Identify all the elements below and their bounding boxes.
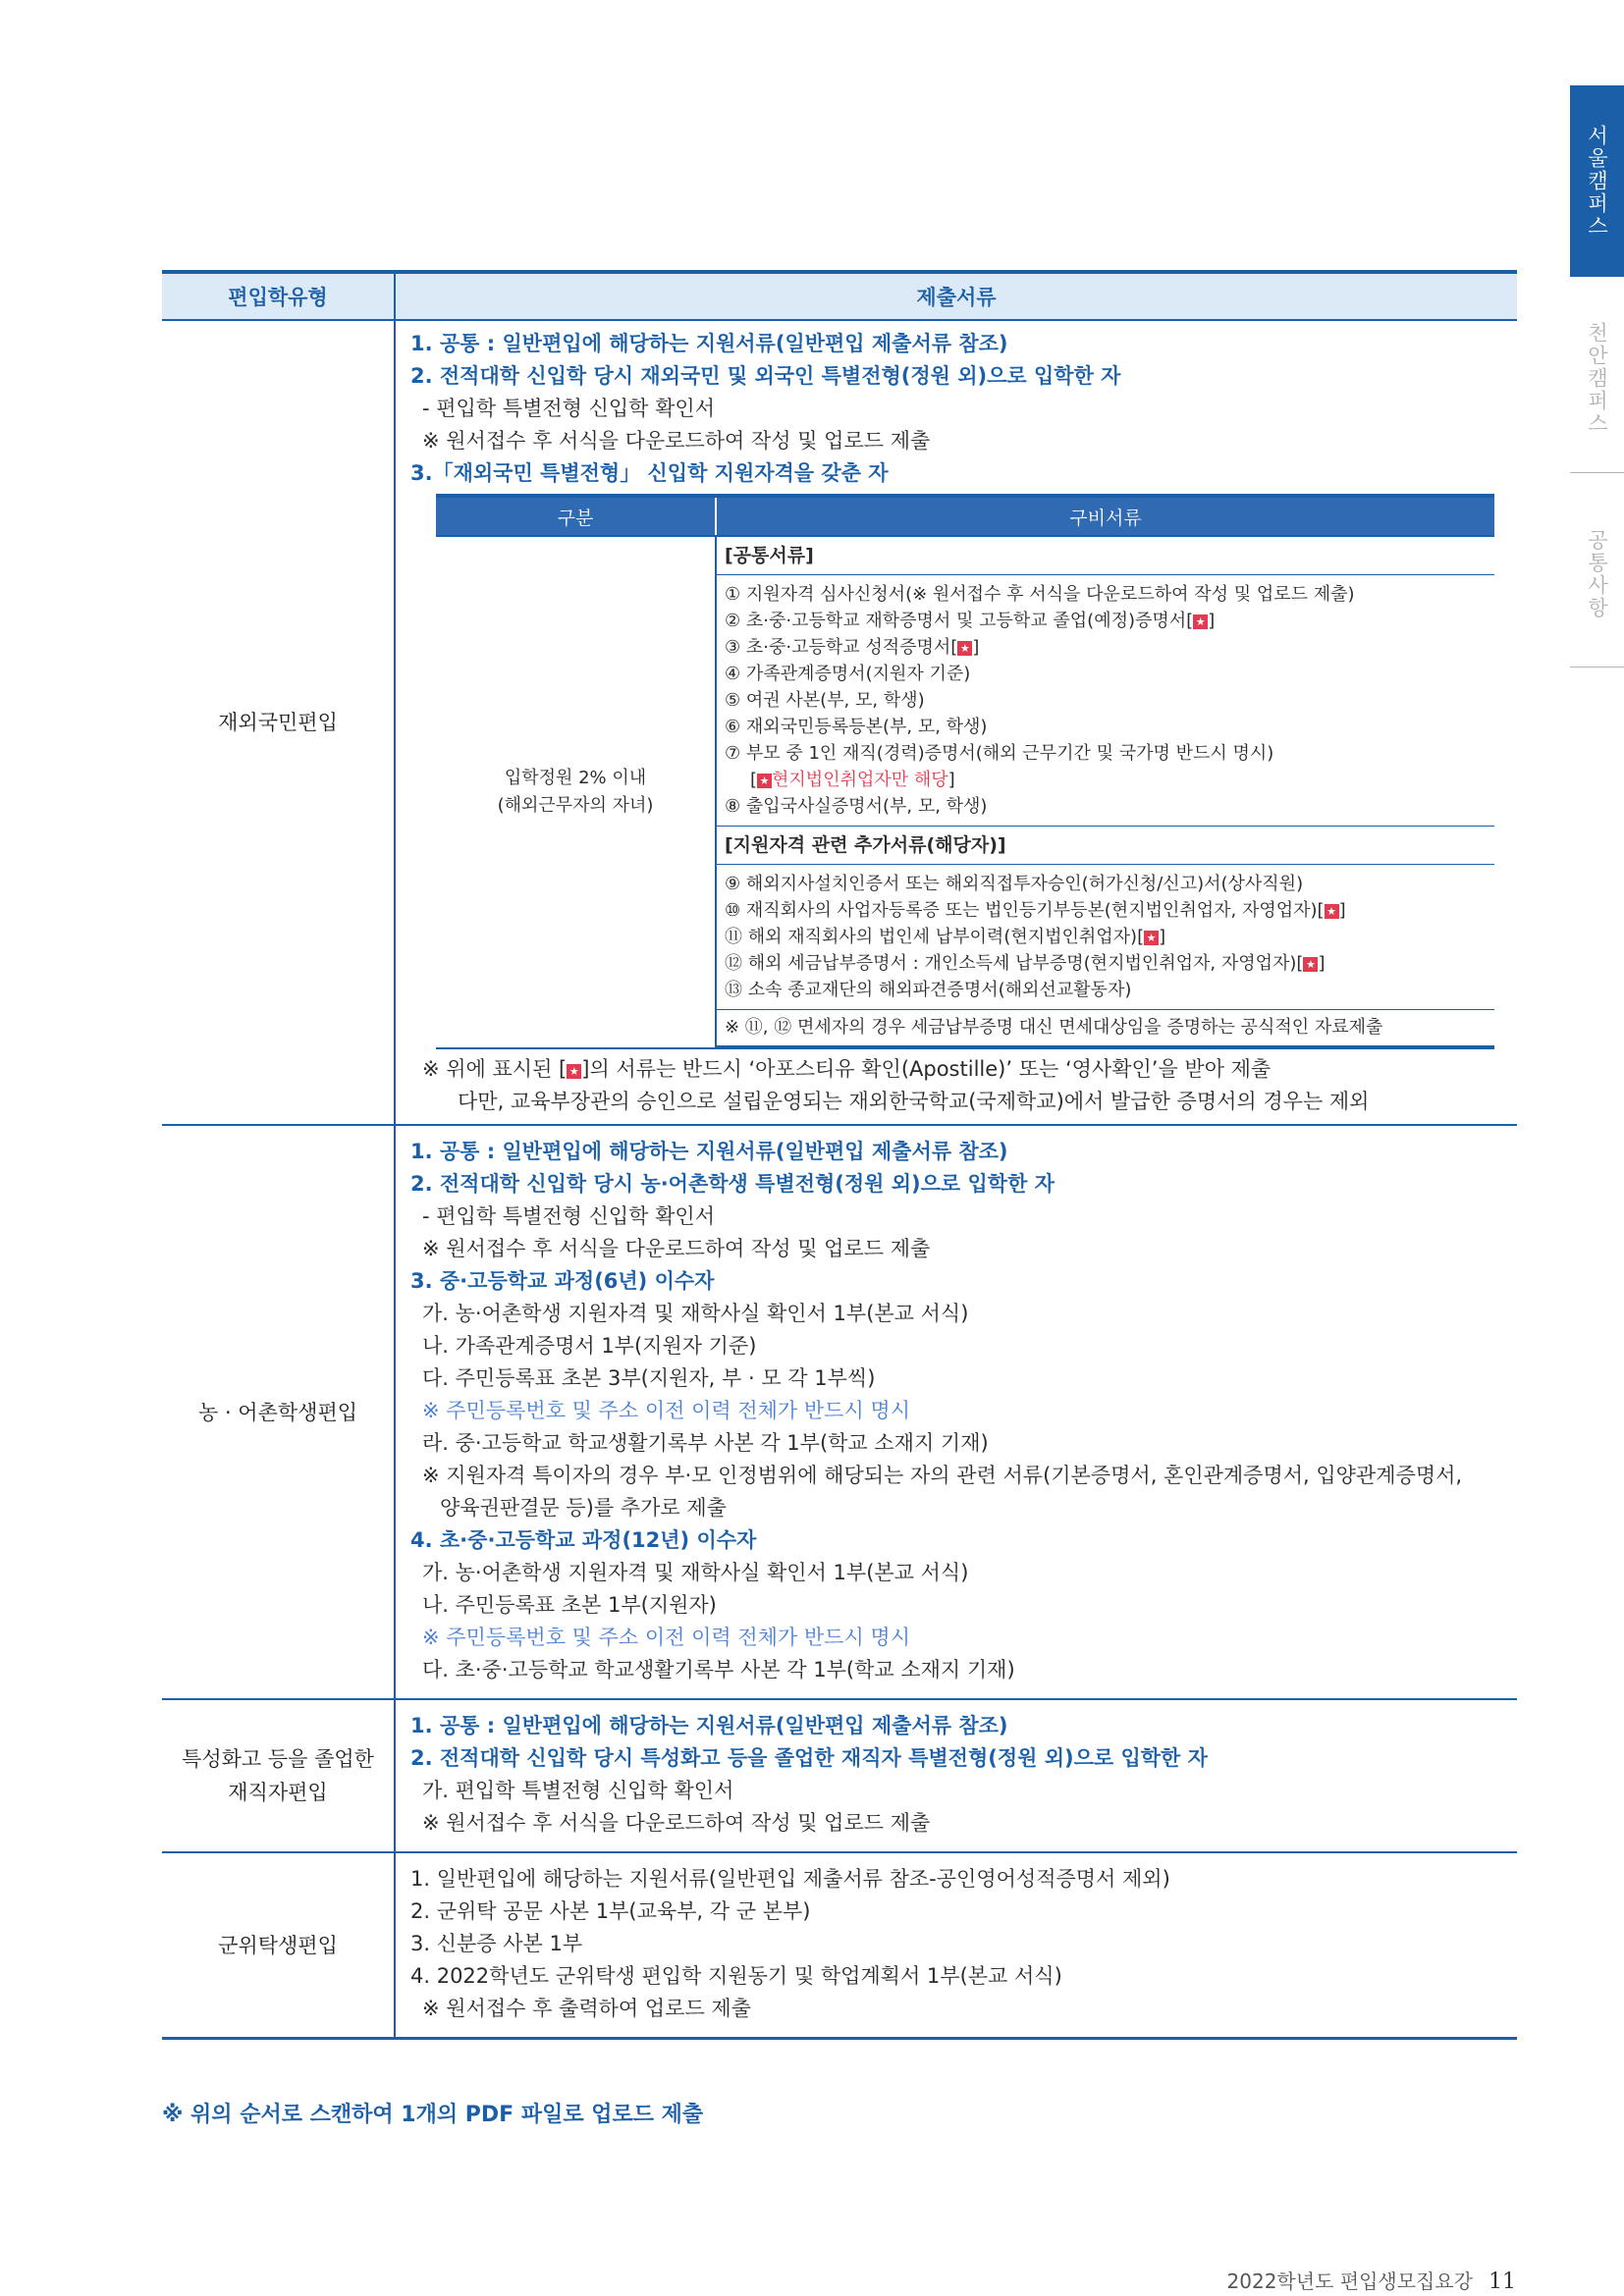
- upload-note: ※ 위의 순서로 스캔하여 1개의 PDF 파일로 업로드 제출: [162, 2103, 704, 2127]
- inner-header-row: [436, 496, 1494, 536]
- table-row: [162, 1699, 1517, 1852]
- tab-cheonan-campus[interactable]: [1570, 294, 1624, 461]
- list-item: 2. 전적대학 신입학 당시 농·어촌학생 특별전형(정원 외)으로 입학한 자: [410, 1172, 1055, 1196]
- list-item: 3. 신분증 사본 1부: [410, 1932, 583, 1955]
- list-item: 가. 농·어촌학생 지원자격 및 재학사실 확인서 1부(본교 서식): [422, 1302, 969, 1325]
- list-item: 나. 가족관계증명서 1부(지원자 기준): [422, 1334, 757, 1358]
- type-military: 군위탁생편입: [162, 1852, 395, 2039]
- overseas-inner-table: [436, 494, 1494, 1049]
- tab-label: 서울캠퍼스: [1585, 125, 1609, 238]
- list-item: 양육권판결문 등)를 추가로 제출: [440, 1496, 727, 1520]
- list-item: ⑦ 부모 중 1인 재직(경력)증명서(해외 근무기간 및 국가명 반드시 명시): [725, 743, 1274, 764]
- list-item: ② 초·중·고등학교 재학증명서 및 고등학교 졸업(예정)증명서[ ★ ]: [725, 611, 1216, 631]
- docs-cell: [395, 1125, 1517, 1699]
- tab-label: 천안캠퍼스: [1585, 321, 1609, 435]
- apostille-note: ※ 위에 표시된 [ ★ ]의 서류는 반드시 ‘아포스티유 확인(Apostille)’ 또는 ‘영사확인’을 받아 제출: [422, 1057, 1272, 1081]
- list-item: ※ 지원자격 특이자의 경우 부·모 인정범위에 해당되는 자의 관련 서류(기본증명서, 혼인관계증명서, 입양관계증명서,: [422, 1464, 1463, 1487]
- exemption-note: ※ ⑪, ⑫ 면세자의 경우 세금납부증명 대신 면세대상임을 증명하는 공식적인 자료제출: [717, 1010, 1494, 1047]
- list-item: 2. 전적대학 신입학 당시 재외국민 및 외국인 특별전형(정원 외)으로 입학한 자: [410, 364, 1121, 388]
- inner-header-category: 구분: [436, 496, 716, 536]
- list-item: - 편입학 특별전형 신입학 확인서: [422, 397, 715, 420]
- tab-label: 공통사항: [1585, 529, 1609, 619]
- list-item: 1. 공통 : 일반편입에 해당하는 지원서류(일반편입 제출서류 참조): [410, 1714, 1008, 1737]
- list-item: ⑬ 소속 종교재단의 해외파견증명서(해외선교활동자): [725, 980, 1132, 1000]
- inner-category-cell: [436, 536, 716, 1048]
- header-type: 편입학유형: [162, 272, 395, 320]
- common-docs-heading: [공통서류]: [717, 537, 1494, 575]
- star-icon: ★: [1325, 904, 1339, 919]
- tab-divider: [1570, 472, 1624, 473]
- type-line: 특성화고 등을 졸업한: [182, 1747, 374, 1771]
- list-item: [ ★ 현지법인취업자만 해당]: [750, 770, 955, 790]
- table-row: [162, 1125, 1517, 1699]
- list-item: ⑫ 해외 세금납부증명서 : 개인소득세 납부증명(현지법인취업자, 자영업자)[ ★ ]: [725, 953, 1326, 974]
- list-item: 1. 일반편입에 해당하는 지원서류(일반편입 제출서류 참조-공인영어성적증명서 제외): [410, 1867, 1170, 1891]
- list-item: 4. 초·중·고등학교 과정(12년) 이수자: [410, 1528, 757, 1552]
- list-item: ⑪ 해외 재직회사의 법인세 납부이력(현지법인취업자)[ ★ ]: [725, 927, 1166, 947]
- list-item: 라. 중·고등학교 학교생활기록부 사본 각 1부(학교 소재지 기재): [422, 1431, 989, 1455]
- footer-title: 2022학년도 편입생모집요강: [1226, 2269, 1473, 2293]
- docs-cell: [395, 1699, 1517, 1852]
- star-icon: ★: [1193, 614, 1208, 629]
- list-item: 4. 2022학년도 군위탁생 편입학 지원동기 및 학업계획서 1부(본교 서식): [410, 1964, 1062, 1988]
- list-item: 가. 편입학 특별전형 신입학 확인서: [422, 1779, 734, 1802]
- list-item: ④ 가족관계증명서(지원자 기준): [725, 664, 971, 684]
- list-item: ⑥ 재외국민등록등본(부, 모, 학생): [725, 717, 988, 737]
- documents-table: [162, 270, 1517, 2040]
- list-item: ① 지원자격 심사신청서(※ 원서접수 후 서식을 다운로드하여 작성 및 업로드 제출): [725, 584, 1355, 605]
- star-icon: ★: [567, 1064, 581, 1079]
- star-icon: ★: [757, 774, 772, 788]
- list-item: 2. 전적대학 신입학 당시 특성화고 등을 졸업한 재직자 특별전형(정원 외)으로 입학한 자: [410, 1746, 1208, 1770]
- header-documents: 제출서류: [395, 272, 1517, 320]
- type-line: 재직자편입: [228, 1781, 328, 1804]
- inner-row: [436, 536, 1494, 1048]
- list-item: ⑩ 재직회사의 사업자등록증 또는 법인등기부등본(현지법인취업자, 자영업자)[ ★ ]: [725, 900, 1346, 921]
- list-item: 3.「재외국민 특별전형」 신입학 지원자격을 갖춘 자: [410, 461, 889, 485]
- list-item: 다. 주민등록표 초본 3부(지원자, 부 · 모 각 1부씩): [422, 1366, 876, 1390]
- list-item: ※ 원서접수 후 서식을 다운로드하여 작성 및 업로드 제출: [422, 1237, 931, 1260]
- table-row: [162, 1852, 1517, 2039]
- list-item: 2. 군위탁 공문 사본 1부(교육부, 각 군 본부): [410, 1899, 811, 1923]
- docs-cell: [395, 1852, 1517, 2039]
- apostille-note-exception: 다만, 교육부장관의 승인으로 설립운영되는 재외한국학교(국제학교)에서 발급한 증명서의 경우는 제외: [458, 1090, 1370, 1113]
- list-item: 3. 중·고등학교 과정(6년) 이수자: [410, 1269, 715, 1293]
- list-item: ※ 원서접수 후 출력하여 업로드 제출: [422, 1997, 751, 2020]
- list-item: ※ 원서접수 후 서식을 다운로드하여 작성 및 업로드 제출: [422, 1811, 931, 1835]
- list-item: ⑨ 해외지사설치인증서 또는 해외직접투자승인(허가신청/신고)서(상사직원): [725, 874, 1304, 894]
- list-item: ※ 주민등록번호 및 주소 이전 이력 전체가 반드시 명시: [422, 1626, 911, 1649]
- list-item: ⑧ 출입국사실증명서(부, 모, 학생): [725, 796, 988, 817]
- page-footer: [1227, 2266, 1516, 2294]
- list-item: - 편입학 특별전형 신입학 확인서: [422, 1204, 715, 1228]
- type-farm: 농 · 어촌학생편입: [162, 1125, 395, 1699]
- list-item: 다. 초·중·고등학교 학교생활기록부 사본 각 1부(학교 소재지 기재): [422, 1658, 1015, 1682]
- type-special: [162, 1699, 395, 1852]
- inner-header-docs: 구비서류: [716, 496, 1494, 536]
- inner-category: 입학정원 2% 이내: [504, 768, 647, 788]
- extra-docs-list: [717, 865, 1494, 1010]
- star-icon: ★: [1144, 931, 1159, 945]
- table-header-row: [162, 272, 1517, 320]
- star-icon: ★: [1303, 957, 1318, 972]
- table-row: [162, 320, 1517, 1125]
- list-item: ※ 주민등록번호 및 주소 이전 이력 전체가 반드시 명시: [422, 1399, 911, 1422]
- extra-docs-heading: [지원자격 관련 추가서류(해당자)]: [717, 827, 1494, 865]
- list-item: 나. 주민등록표 초본 1부(지원자): [422, 1593, 717, 1617]
- list-item: 1. 공통 : 일반편입에 해당하는 지원서류(일반편입 제출서류 참조): [410, 1140, 1008, 1163]
- list-item: ③ 초·중·고등학교 성적증명서[ ★ ]: [725, 637, 980, 658]
- inner-category-sub: (해외근무자의 자녀): [497, 795, 654, 816]
- tab-common[interactable]: [1570, 491, 1624, 658]
- star-icon: ★: [957, 641, 972, 656]
- list-item: 가. 농·어촌학생 지원자격 및 재학사실 확인서 1부(본교 서식): [422, 1561, 969, 1584]
- list-item: 1. 공통 : 일반편입에 해당하는 지원서류(일반편입 제출서류 참조): [410, 332, 1008, 355]
- docs-cell: [395, 320, 1517, 1125]
- type-overseas: 재외국민편입: [162, 320, 395, 1125]
- inner-docs-cell: [716, 536, 1494, 1048]
- page-number: 11: [1489, 2269, 1516, 2294]
- list-item: ※ 원서접수 후 서식을 다운로드하여 작성 및 업로드 제출: [422, 429, 931, 453]
- tab-seoul-campus[interactable]: [1570, 85, 1624, 277]
- list-item: ⑤ 여권 사본(부, 모, 학생): [725, 690, 925, 711]
- common-docs-list: [717, 575, 1494, 827]
